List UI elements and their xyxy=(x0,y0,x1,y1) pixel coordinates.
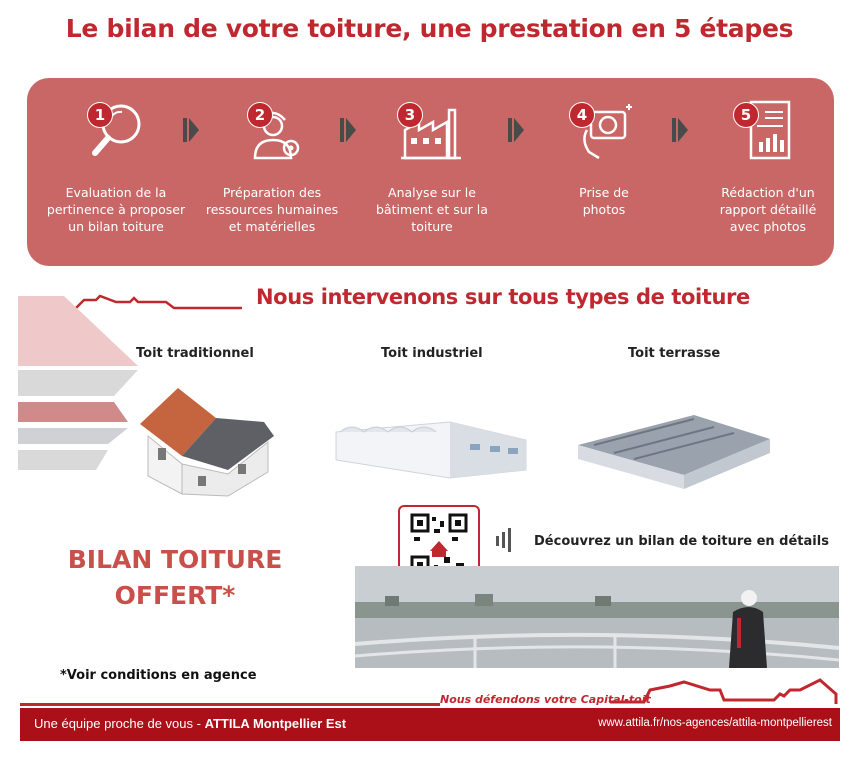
flat-roof-building-illustration xyxy=(574,405,774,495)
step-arrow xyxy=(183,118,187,142)
page-title: Le bilan de votre toiture, une prestation en 5 étapes xyxy=(65,14,794,43)
step-label: Prise de photos xyxy=(579,185,629,217)
step-5 xyxy=(688,96,848,235)
step-arrow xyxy=(672,118,676,142)
traditional-house-illustration xyxy=(118,376,284,500)
step-1 xyxy=(36,96,196,235)
industrial-building-illustration xyxy=(330,410,530,482)
step-number: 4 xyxy=(569,102,595,128)
step-3 xyxy=(352,96,512,235)
step-label: Rédaction d'un rapport détaillé avec photos xyxy=(719,185,817,234)
step-number: 3 xyxy=(397,102,423,128)
rooftop-photo xyxy=(355,566,839,668)
roof-type-label: Toit traditionnel xyxy=(136,346,254,361)
step-label: Analyse sur le bâtiment et sur la toiture xyxy=(376,185,488,234)
roof-type-label: Toit terrasse xyxy=(628,346,721,361)
step-arrow xyxy=(508,118,512,142)
roofline-icon xyxy=(610,676,840,708)
footer-url[interactable]: www.attila.fr/nos-agences/attila-montpellierest xyxy=(598,717,832,729)
step-number: 5 xyxy=(733,102,759,128)
footer-tagline: Une équipe proche de vous - ATTILA Montpellier Est xyxy=(34,716,347,731)
step-arrow xyxy=(340,118,344,142)
step-number: 2 xyxy=(247,102,273,128)
step-2 xyxy=(192,96,352,235)
technician-gear-icon xyxy=(237,96,307,164)
discover-text: Découvrez un bilan de toiture en détails xyxy=(534,534,829,549)
footer-line xyxy=(20,703,440,706)
footer-bar xyxy=(20,708,840,741)
step-4 xyxy=(524,96,684,218)
step-arrow-head xyxy=(514,118,524,142)
step-label: Préparation des ressources humaines et matérielles xyxy=(205,185,339,234)
slogan: Nous défendons votre Capital-toit xyxy=(440,693,651,706)
section-title: Nous intervenons sur tous types de toiture xyxy=(256,285,750,309)
roof-type-label: Toit industriel xyxy=(381,346,483,361)
conditions-note: *Voir conditions en agence xyxy=(60,668,257,683)
offer-banner: BILAN TOITURE OFFERT* xyxy=(67,545,283,610)
step-label: Evaluation de la pertinence à proposer un bilan toiture xyxy=(46,185,186,234)
bars-icon xyxy=(494,528,518,552)
step-arrow-head xyxy=(678,118,688,142)
step-number: 1 xyxy=(87,102,113,128)
